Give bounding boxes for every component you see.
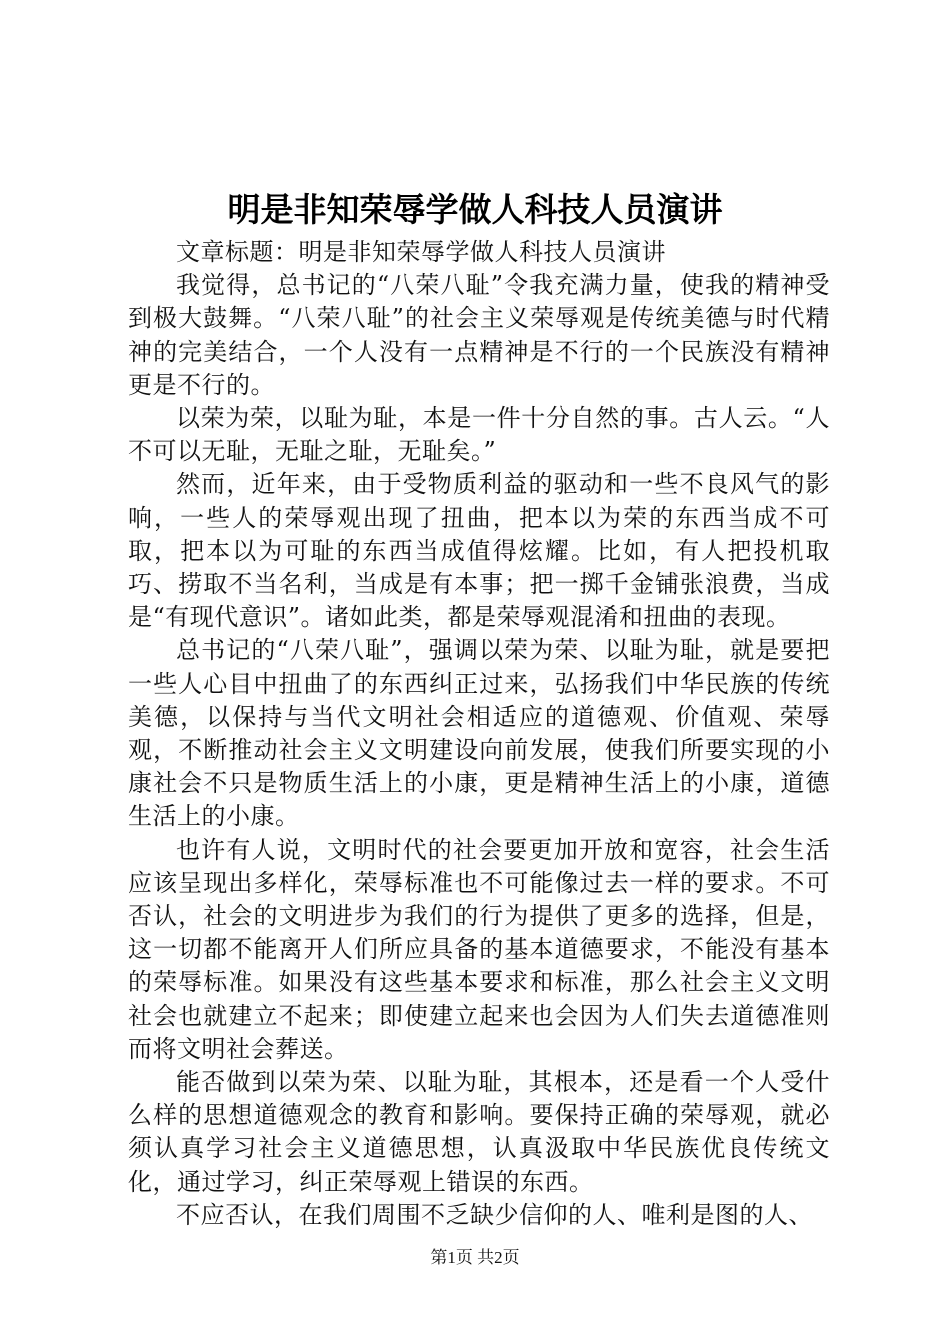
document-body <box>128 236 830 1232</box>
paragraph: 不应否认，在我们周围不乏缺少信仰的人、唯利是图的人、 <box>176 1200 813 1229</box>
paragraph: 能否做到以荣为荣、以耻为耻，其根本，还是看一个人受什么样的思想道德观念的教育和影响。要保持正确的荣辱观，就必须认真学习社会主义道德思想，认真汲取中华民族优良传统文化，通过学习，纠正荣辱观上错误的东西。 <box>128 1068 830 1196</box>
paragraph-article-title: 文章标题：明是非知荣辱学做人科技人员演讲 <box>176 238 666 266</box>
document-title: 明是非知荣辱学做人科技人员演讲 <box>227 190 723 229</box>
paragraph: 以荣为荣，以耻为耻，本是一件十分自然的事。古人云。“人不可以无耻，无耻之耻，无耻矣。” <box>128 404 830 466</box>
page-number-footer: 第1页 共2页 <box>430 1248 520 1267</box>
paragraph: 总书记的“八荣八耻”，强调以荣为荣、以耻为耻，就是要把一些人心目中扭曲了的东西纠正过来，弘扬我们中华民族的传统美德，以保持与当代文明社会相适应的道德观、价值观、荣辱观，不断推动社会主义文明建设向前发展，使我们所要实现的小康社会不只是物质生活上的小康，更是精神生活上的小康，道德生活上的小康。 <box>128 636 830 831</box>
paragraph: 然而，近年来，由于受物质利益的驱动和一些不良风气的影响，一些人的荣辱观出现了扭曲，把本以为荣的东西当成不可取，把本以为可耻的东西当成值得炫耀。比如，有人把投机取巧、捞取不当名利，当成是有本事；把一掷千金铺张浪费，当成是“有现代意识”。诸如此类，都是荣辱观混淆和扭曲的表现。 <box>128 470 830 632</box>
paragraph: 我觉得，总书记的“八荣八耻”令我充满力量，使我的精神受到极大鼓舞。“八荣八耻”的社会主义荣辱观是传统美德与时代精神的完美结合，一个人没有一点精神是不行的一个民族没有精神更是不行的。 <box>128 271 830 399</box>
paragraph: 也许有人说，文明时代的社会要更加开放和宽容，社会生活应该呈现出多样化，荣辱标准也不可能像过去一样的要求。不可否认，社会的文明进步为我们的行为提供了更多的选择，但是，这一切都不能离开人们所应具备的基本道德要求，不能没有基本的荣辱标准。如果没有这些基本要求和标准，那么社会主义文明社会也就建立不起来；即使建立起来也会因为人们失去道德准则而将文明社会葬送。 <box>128 835 830 1063</box>
